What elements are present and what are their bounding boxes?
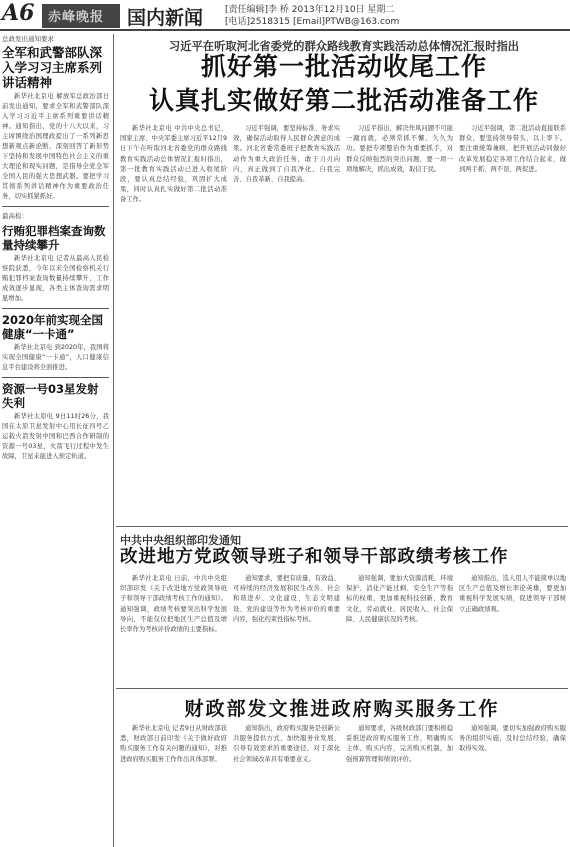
masthead-rule bbox=[0, 29, 570, 31]
lead-headline-line1: 抓好第一批活动收尾工作 bbox=[200, 52, 487, 81]
lead-col3: 习近平指出，解决作风问题不可能一蹴而就，必须常抓不懈、久久为功。要把专项整治作为重要抓手，对群众反映强烈的突出问题，要一项一项地解决，抓出成效，取信于民。 bbox=[346, 125, 453, 173]
lead-col2: 习近平强调，要坚持标准、务求实效，确保活动取得人民群众满意的成果。河北省委常委班子把教育实践活动作为重大政治任务，敢于刀刃向内，真正做到了自我净化、自我完善、自我革新、自我提高。 bbox=[233, 125, 340, 184]
story3-headline: 2020年前实现全国健康“一卡通” bbox=[2, 313, 104, 341]
story-b-article bbox=[120, 574, 566, 682]
page-number: A6 bbox=[2, 0, 35, 26]
section-rule bbox=[116, 526, 568, 527]
story-c-col3: 通知要求，各级财政部门要积极稳妥推进政府购买服务工作，明确购买主体、购买内容，完善购买机制，加强预算管理和绩效评价。 bbox=[346, 725, 453, 763]
story-c-article bbox=[120, 724, 566, 844]
sidebar-divider bbox=[2, 308, 109, 309]
section-rule bbox=[116, 688, 568, 689]
story4-body: 新华社太原电 9日11时26分，我国在太原卫星发射中心用长征四号乙运载火箭发射中国和巴西合作研制的资源一号03星，火箭飞行过程中发生故障，卫星未能进入预定轨道。 bbox=[2, 413, 109, 460]
story-b-kicker: 中共中央组织部印发通知 bbox=[120, 534, 241, 547]
story-b-headline: 改进地方党政领导班子和领导干部政绩考核工作 bbox=[120, 547, 509, 567]
lead-kicker: 习近平在听取河北省委党的群众路线教育实践活动总体情况汇报时指出 bbox=[168, 40, 520, 53]
story2-body: 新华社北京电 记者从最高人民检察院获悉，今年以来全国检察机关行贿犯罪档案查询数量持续攀升，工作成效逐步显现，各类主体查询需求明显增加。 bbox=[2, 255, 109, 302]
edition-info bbox=[225, 4, 399, 28]
newspaper-name: 赤峰晚报 bbox=[48, 10, 105, 25]
story1-body: 新华社北京电 解放军总政治部日前发出通知，要求全军和武警部队深入学习习近平主席系列重要讲话精神。通知指出，党的十八大以来，习主席围绕治国理政提出了一系列新思想新观点新论断，深刻回答了新形势下坚持和发展中国特色社会主义的重大理论和现实问题，是指导全党全军全国人民的强大思想武器。要把学习贯彻系列讲话精神作为重要政治任务，切实抓紧抓好。 bbox=[2, 93, 109, 200]
story4-headline: 资源一号03星发射失利 bbox=[2, 382, 99, 410]
story-c-headline: 财政部发文推进政府购买服务工作 bbox=[184, 698, 500, 720]
section-title: 国内新闻 bbox=[127, 7, 204, 29]
edition-info-line1: [责任编辑]李 桥 2013年12月10日 星期二 bbox=[225, 5, 395, 15]
story-b-col4: 通知指出，选人用人不能简单以地区生产总值及增长率论英雄，要更加重视科学发展实绩，促进领导干部树立正确政绩观。 bbox=[459, 575, 566, 613]
lead-col4: 习近平强调，第二批活动直接联系群众，要坚持领导带头，以上率下。要注重统筹兼顾，把开展活动同做好改革发展稳定各项工作结合起来，做到两手抓、两不误、两促进。 bbox=[459, 125, 566, 173]
story-c-col1: 新华社北京电 记者9日从财政部获悉，财政部日前印发《关于做好政府购买服务工作有关问题的通知》，对推进政府购买服务工作作出具体部署。 bbox=[120, 725, 227, 763]
story-b-col2: 通知要求，要把有质量、有效益、可持续的经济发展和民生改善、社会和谐进步、文化建设、生态文明建设、党的建设等作为考核评价的重要内容，强化约束性指标考核。 bbox=[233, 575, 340, 623]
lead-col1: 新华社北京电 中共中央总书记、国家主席、中央军委主席习近平12月9日下午在听取河北省委党的群众路线教育实践活动总体情况汇报时指出，第一批教育实践活动已进入收尾阶段，要认真总结经验，巩固扩大成果，同时认真扎实做好第二批活动准备工作。 bbox=[120, 125, 227, 204]
edition-info-line2: [电话]2518315 [Email]PTWB@163.com bbox=[225, 17, 400, 27]
story-b-col1: 新华社北京电 日前，中共中央组织部印发《关于改进地方党政领导班子和领导干部政绩考核工作的通知》。通知强调，政绩考核要突出科学发展导向，不能仅仅把地区生产总值及增长率作为考核评价政绩的主要指标。 bbox=[120, 575, 227, 634]
story-c-col2: 通知指出，政府购买服务是创新公共服务提供方式、加快服务业发展、引导有效需求的重要途径，对于深化社会领域改革具有重要意义。 bbox=[233, 725, 340, 763]
story1-kicker: 总政发出通知要求 bbox=[2, 35, 54, 43]
sidebar-divider bbox=[2, 377, 109, 378]
story2-headline: 行贿犯罪档案查询数量持续攀升 bbox=[2, 224, 106, 252]
masthead bbox=[0, 0, 570, 38]
lead-article bbox=[120, 124, 566, 519]
lead-headline-line2: 认真扎实做好第二批活动准备工作 bbox=[148, 86, 539, 115]
story-c-col4: 通知强调，要切实加强政府购买服务的组织实施，及时总结经验，确保取得实效。 bbox=[459, 725, 566, 753]
story3-body: 新华社北京电 到2020年，我国将实现全国健康“一卡通”，人口健康信息平台建设将全面推进。 bbox=[2, 344, 109, 371]
sidebar-briefs bbox=[0, 34, 111, 847]
sidebar-divider bbox=[2, 206, 109, 207]
story2-kicker: 最高检： bbox=[2, 212, 28, 220]
story1-headline: 全军和武警部队深入学习习主席系列讲话精神 bbox=[2, 45, 103, 90]
column-divider bbox=[113, 34, 114, 847]
story-b-col3: 通知强调，要加大资源消耗、环境保护、消化产能过剩、安全生产等指标的权重，更加重视科技创新、教育文化、劳动就业、居民收入、社会保障、人民健康状况的考核。 bbox=[346, 575, 453, 623]
